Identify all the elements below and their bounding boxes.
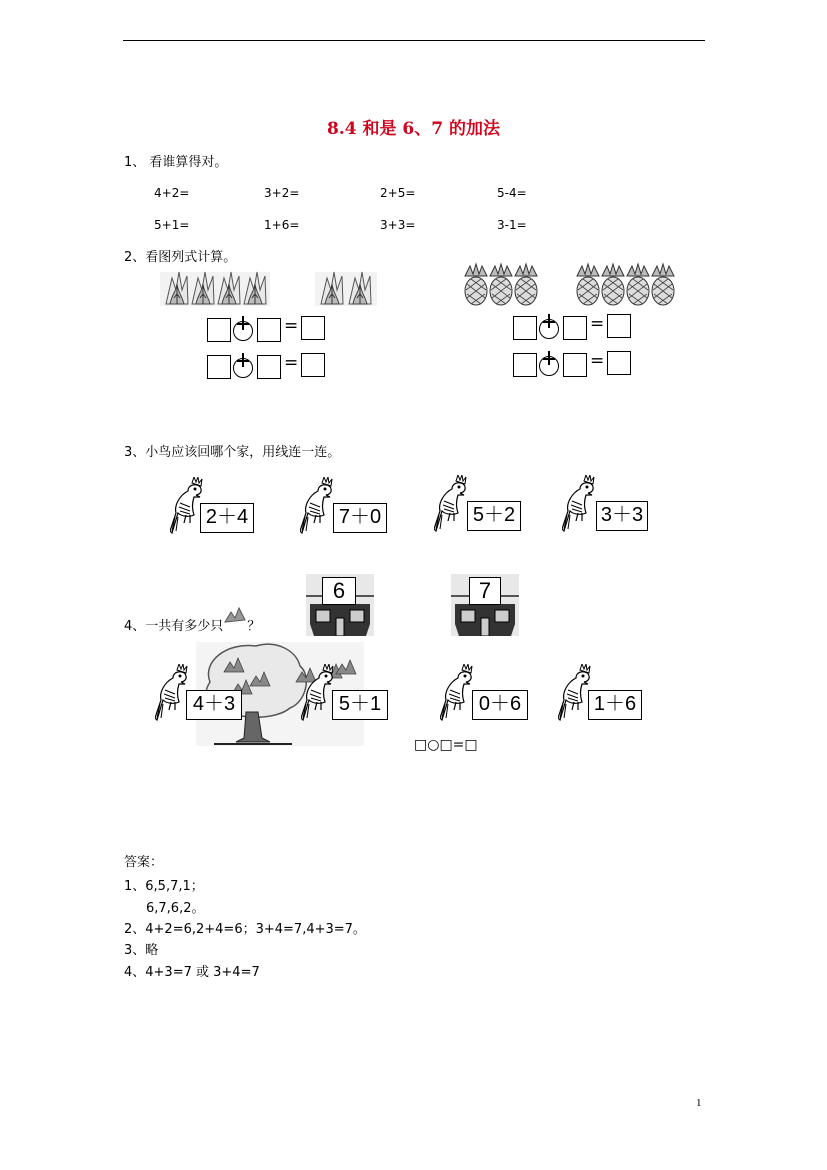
q1-eq: 3+2= [264, 186, 300, 200]
bird-icon [434, 475, 468, 537]
bird-icon [440, 664, 474, 726]
equals-sign: = [284, 353, 299, 373]
bird-sum-card[interactable]: 5＋2 [467, 501, 521, 531]
answer-line: 1、6,5,7,1； [124, 879, 204, 894]
bird-icon [155, 664, 189, 726]
bird-icon [300, 477, 334, 539]
q1-eq: 3-1= [497, 218, 527, 232]
page-number: 1 [696, 1097, 702, 1109]
answer-box[interactable] [563, 316, 587, 340]
bird-sum-card[interactable]: 7＋0 [333, 503, 387, 533]
equals-sign: = [590, 351, 605, 371]
answers-heading: 答案： [124, 855, 164, 870]
q4-heading [124, 606, 260, 634]
q3-heading: 3、小鸟应该回哪个家，用线连一连。 [124, 445, 341, 460]
q2-heading: 2、看图列式计算。 [124, 250, 237, 265]
answer-box[interactable] [563, 353, 587, 377]
bird-sum-card[interactable]: 5＋1 [332, 690, 388, 720]
answer-box[interactable] [607, 351, 631, 375]
bird-icon [562, 475, 596, 537]
plus-icon [543, 321, 555, 323]
answer-box[interactable] [207, 355, 231, 379]
answer-box[interactable] [257, 355, 281, 379]
q1-eq: 5+1= [154, 218, 190, 232]
answer-box[interactable] [607, 314, 631, 338]
answer-box[interactable] [301, 316, 325, 340]
cabbage-illustration [160, 266, 378, 308]
equals-sign: = [590, 314, 605, 334]
page-title: 8.4 和是 6、7 的加法 [327, 119, 500, 139]
answer-box[interactable] [301, 353, 325, 377]
q1-eq: 3+3= [380, 218, 416, 232]
bird-icon [170, 477, 204, 539]
q1-eq: 4+2= [154, 186, 190, 200]
answer-line: 6,7,6,2。 [146, 901, 205, 916]
bird-sum-card[interactable]: 4＋3 [186, 690, 242, 720]
house-number[interactable]: 6 [322, 577, 356, 605]
bird-icon [558, 664, 592, 726]
plus-icon [543, 358, 555, 360]
answer-box[interactable] [513, 316, 537, 340]
q1-eq: 2+5= [380, 186, 416, 200]
q1-heading: 1、 看谁算得对。 [124, 155, 228, 170]
header-rule [123, 40, 705, 41]
answer-box[interactable] [207, 318, 231, 342]
bird-icon [301, 664, 335, 726]
house-number[interactable]: 7 [469, 577, 501, 605]
bird-sum-card[interactable]: 3＋3 [596, 501, 648, 531]
bird-sum-card[interactable]: 1＋6 [588, 690, 642, 720]
q4-heading-text: 4、一共有多少只 [124, 619, 224, 634]
bird-sum-card[interactable]: 2＋4 [200, 503, 254, 533]
pineapple-illustration [462, 262, 678, 306]
q1-eq: 1+6= [264, 218, 300, 232]
plus-icon [237, 323, 249, 325]
answer-box[interactable] [257, 318, 281, 342]
q4-formula: □○□=□ [414, 737, 478, 753]
equals-sign: = [284, 316, 299, 336]
answer-line: 2、4+2=6,2+4=6；3+4=7,4+3=7。 [124, 922, 366, 937]
small-bird-icon [223, 606, 247, 626]
bird-sum-card[interactable]: 0＋6 [472, 690, 528, 720]
q1-eq: 5-4= [497, 186, 527, 200]
q4-heading-question: ？ [247, 619, 261, 634]
plus-icon [237, 360, 249, 362]
answer-line: 3、略 [124, 943, 159, 958]
answer-box[interactable] [513, 353, 537, 377]
answer-line: 4、4+3=7 或 3+4=7 [124, 965, 260, 980]
